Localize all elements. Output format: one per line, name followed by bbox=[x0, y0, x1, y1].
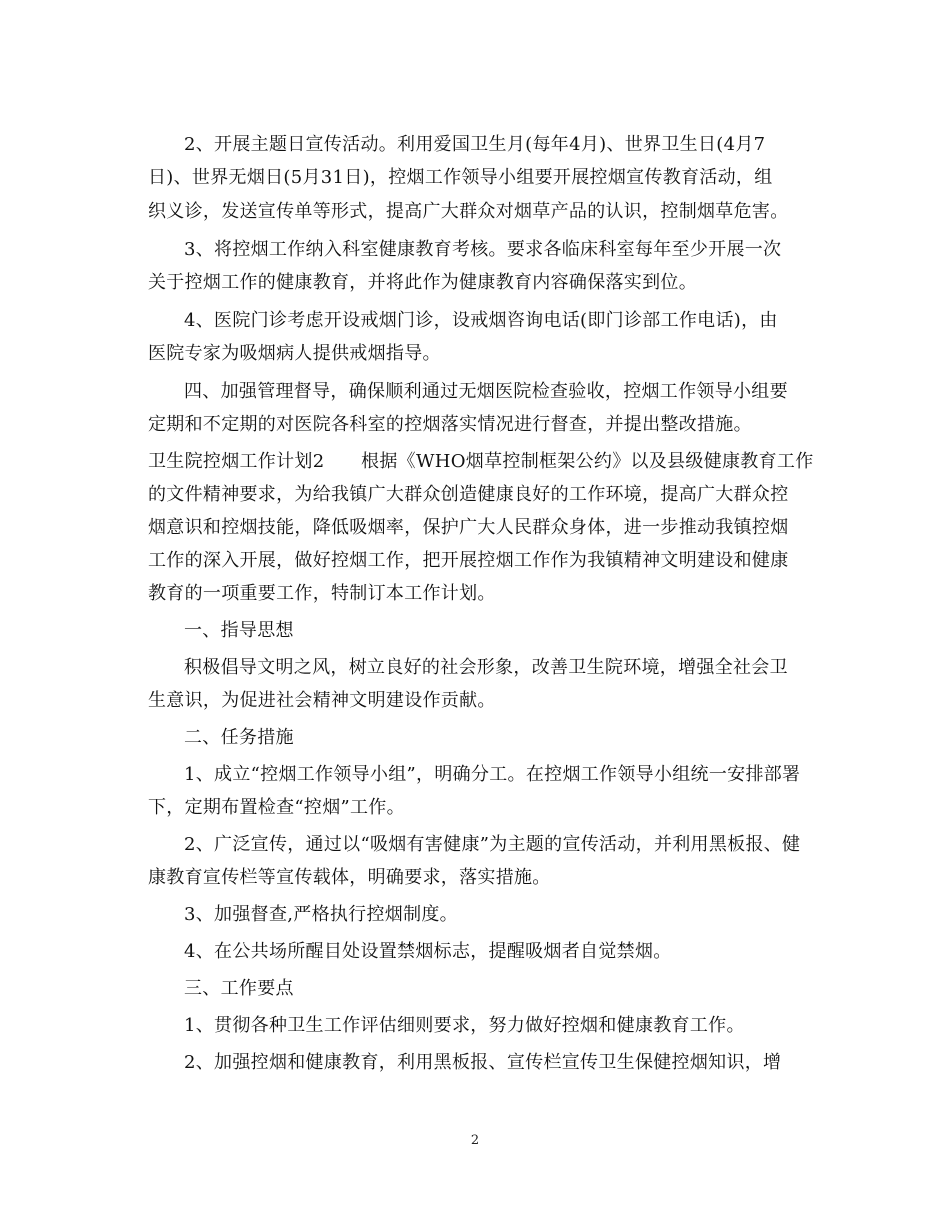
heading-line: 三、工作要点 bbox=[184, 978, 294, 999]
text-line: 生意识，为促进社会精神文明建设作贡献。 bbox=[148, 690, 496, 711]
text-line: 2、广泛宣传，通过以“吸烟有害健康”为主题的宣传活动，并利用黑板报、健 bbox=[184, 834, 801, 855]
text-line: 关于控烟工作的健康教育，并将此作为健康教育内容确保落实到位。 bbox=[148, 272, 697, 293]
text-line: 1、贯彻各种卫生工作评估细则要求，努力做好控烟和健康教育工作。 bbox=[184, 1015, 745, 1036]
text-line: 康教育宣传栏等宣传载体，明确要求，落实措施。 bbox=[148, 867, 551, 888]
text-line: 定期和不定期的对医院各科室的控烟落实情况进行督查，并提出整改措施。 bbox=[148, 414, 752, 435]
text-line: 医院专家为吸烟病人提供戒烟指导。 bbox=[148, 343, 441, 364]
text-line: 教育的一项重要工作，特制订本工作计划。 bbox=[148, 583, 496, 604]
text-line: 3、将控烟工作纳入科室健康教育考核。要求各临床科室每年至少开展一次 bbox=[184, 239, 782, 260]
text-line: 日)、世界无烟日(5月31日)，控烟工作领导小组要开展控烟宣传教育活动，组 bbox=[148, 167, 773, 188]
text-line: 3、加强督查,严格执行控烟制度。 bbox=[184, 904, 458, 925]
text-line: 1、成立“控烟工作领导小组”，明确分工。在控烟工作领导小组统一安排部署 bbox=[184, 764, 801, 785]
heading-line: 二、任务措施 bbox=[184, 727, 294, 748]
text-line: 积极倡导文明之风，树立良好的社会形象，改善卫生院环境，增强全社会卫 bbox=[184, 657, 788, 678]
text-line: 四、加强管理督导，确保顺利通过无烟医院检查验收，控烟工作领导小组要 bbox=[184, 381, 788, 402]
text-line: 烟意识和控烟技能，降低吸烟率，保护广大人民群众身体，进一步推动我镇控烟 bbox=[148, 517, 789, 538]
text-line: 的文件精神要求，为给我镇广大群众创造健康良好的工作环境，提高广大群众控 bbox=[148, 484, 789, 505]
text-line: 2、开展主题日宣传活动。利用爱国卫生月(每年4月)、世界卫生日(4月7 bbox=[184, 134, 766, 155]
heading-line: 一、指导思想 bbox=[184, 620, 294, 641]
text-line: 织义诊，发送宣传单等形式，提高广大群众对烟草产品的认识，控制烟草危害。 bbox=[148, 201, 789, 222]
text-line: 2、加强控烟和健康教育，利用黑板报、宣传栏宣传卫生保健控烟知识，增 bbox=[184, 1052, 782, 1073]
text-line: 工作的深入开展，做好控烟工作，把开展控烟工作作为我镇精神文明建设和健康 bbox=[148, 550, 789, 571]
text-line: 4、在公共场所醒目处设置禁烟标志，提醒吸烟者自觉禁烟。 bbox=[184, 941, 672, 962]
section-title-line: 卫生院控烟工作计划2 根据《WHO烟草控制框架公约》以及县级健康教育工作 bbox=[148, 451, 814, 472]
text-line: 4、医院门诊考虑开设戒烟门诊，设戒烟咨询电话(即门诊部工作电话)，由 bbox=[184, 310, 778, 331]
text-line: 下，定期布置检查“控烟”工作。 bbox=[148, 797, 405, 818]
page-number: 2 bbox=[470, 1133, 480, 1148]
